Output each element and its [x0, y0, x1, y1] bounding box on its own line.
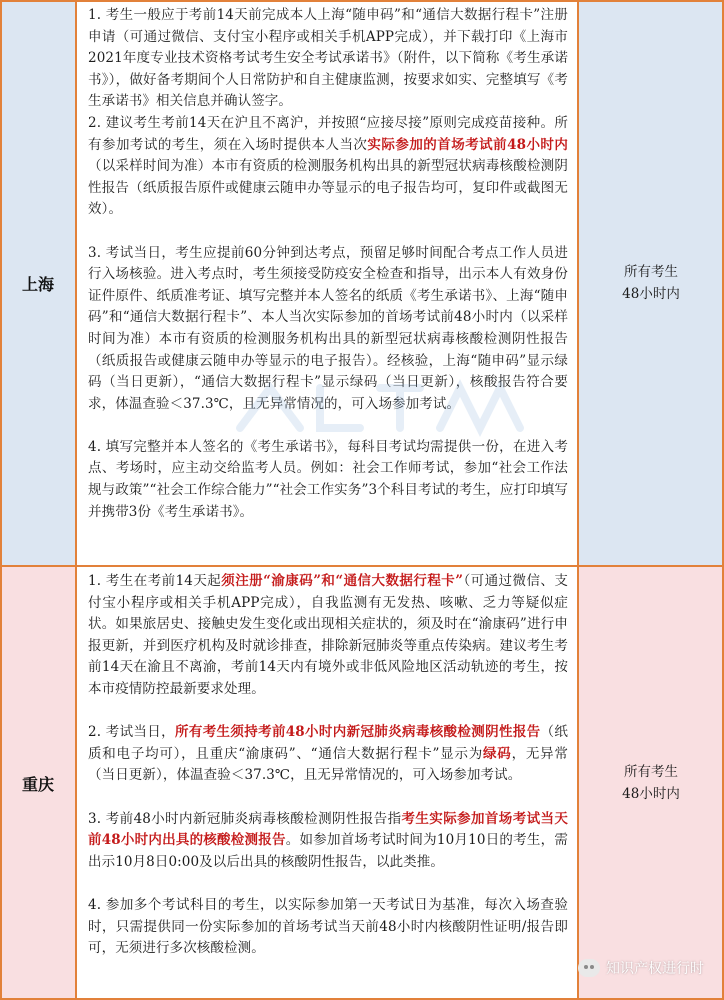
requirement-paragraph: [76, 437, 578, 523]
text-run: 2. 考试当日，: [88, 724, 175, 741]
city-cell: 上海: [21, 274, 54, 294]
highlighted-text: 绿码: [483, 745, 512, 762]
highlighted-text: 考生实际参加首场考试当天前48小时内出具的核酸检测报告: [88, 810, 568, 849]
text-run: （纸质和电子均可），且重庆“渝康码”、“通信大数据行程卡”显示为: [88, 724, 568, 762]
requirements-cell: [76, 0, 578, 566]
watermark-logo: [578, 958, 704, 978]
text-run: （可通过微信、支付宝小程序或相关手机APP完成），自我监测有无发热、咳嗽、乏力等疑似症状。如果旅居史、接触史发生变化或出现相关症状的，须及时在“渝康码”进行申报更新，并到医疗机构及时就诊排查，排除新冠肺炎等重点传染病。建议考生考前14天在渝且不离渝，考前14天内有境外或非低风险地区活动轨迹的考生，按本市疫情防控最新要求处理。: [88, 573, 568, 697]
city-cell: 重庆: [21, 774, 54, 794]
requirement-paragraph: [76, 243, 578, 416]
highlighted-text: 须注册“渝康码”和“通信大数据行程卡”: [221, 573, 464, 589]
requirement-paragraph: [76, 895, 578, 960]
highlighted-text: 所有考生须持考前48小时内新冠肺炎病毒核酸检测阴性报告: [174, 724, 541, 741]
table-border: [577, 0, 579, 1000]
text-run: （以采样时间为准）本市有资质的检测服务机构出具的新型冠状病毒核酸检测阴性报告（纸质报告原件或健康云随申办等显示的电子报告均可，复印件或截图无效）。: [88, 158, 568, 218]
scope-line: 48小时内: [622, 786, 680, 802]
highlighted-text: 实际参加的首场考试前48小时内: [367, 136, 568, 153]
text-run: 3. 考前48小时内新冠肺炎病毒核酸检测阴性报告指: [88, 810, 402, 827]
text-run: 4. 参加多个考试科目的考生，以实际参加第一天考试日为基准，每次入场查验时，只需提供同一份实际参加的首场考试当天前48小时内核酸阴性证明/报告即可，无须进行多次核酸检测。: [88, 896, 568, 957]
table-border: [0, 0, 2, 1000]
scope-line: 所有考生: [624, 764, 678, 780]
requirement-paragraph: [76, 113, 578, 221]
text-run: 。如参加首场考试时间为10月10日的考生，需出示10月8日0:00及以后出具的核酸阴性报告，以此类推。: [88, 832, 568, 870]
requirement-paragraph: [76, 5, 578, 113]
text-run: 1. 考生一般应于考前14天前完成本人上海“随申码”和“通信大数据行程卡”注册申请（可通过微信、支付宝小程序或相关手机APP完成），并下载打印《上海市2021年度专业技术资格考试考生安全考试承诺书》（附件，以下简称《考生承诺书》），做好备考期间个人日常防护和自主健康监测，按要求如实、完整填写《考生承诺书》相关信息并确认签字。: [88, 7, 568, 110]
requirement-paragraph: [76, 571, 578, 701]
table-border: [0, 0, 724, 2]
requirement-paragraph: [76, 722, 578, 787]
table-border: [0, 565, 724, 567]
watermark-text: 知识产权进行时: [606, 961, 704, 977]
text-run: ，无异常（当日更新），体温查验＜37.3℃，且无异常情况的，可入场参加考试。: [88, 745, 568, 784]
scope-cell: [578, 0, 724, 566]
text-run: 2. 建议考生考前14天在沪且不离沪，并按照“应接尽接”原则完成疫苗接种。所有参加考试的考生，须在入场时提供本人当次: [88, 114, 568, 153]
text-run: 1. 考生在考前14天起: [88, 573, 222, 589]
scope-line: 所有考生: [624, 264, 678, 280]
scope-line: 48小时内: [622, 286, 680, 302]
wechat-icon: [578, 959, 600, 977]
table-border: [75, 0, 77, 1000]
requirements-cell: [76, 566, 578, 1000]
table-row-chongqing: [0, 566, 724, 1000]
text-run: 4. 填写完整并本人签名的《考生承诺书》，每科目考试均需提供一份，在进入考点、考场时，应主动交给监考人员。例如：社会工作师考试，参加“社会工作法规与政策”“社会工作综合能力”“社会工作实务”3个科目考试的考生，应打印填写并携带3份《考生承诺书》。: [88, 438, 568, 520]
text-run: 3. 考试当日，考生应提前60分钟到达考点，预留足够时间配合考点工作人员进行入场核验。进入考点时，考生须接受防疫安全检查和指导，出示本人有效身份证件原件、纸质准考证、填写完整并本人签名的纸质《考生承诺书》、上海“随申码”和“通信大数据行程卡”、本人当次实际参加的首场考试前48小时内（以采样时间为准）本市有资质的检测服务机构出具的新型冠状病毒核酸检测阴性报告（纸质报告或健康云随申办等显示的电子报告）。经核验，上海“随申码”显示绿码（当日更新），“通信大数据行程卡”显示绿码（当日更新），核酸报告符合要求，体温查验＜37.3℃，且无异常情况的，可入场参加考试。: [88, 244, 568, 412]
requirement-paragraph: [76, 809, 578, 874]
scope-cell: [578, 566, 724, 1000]
